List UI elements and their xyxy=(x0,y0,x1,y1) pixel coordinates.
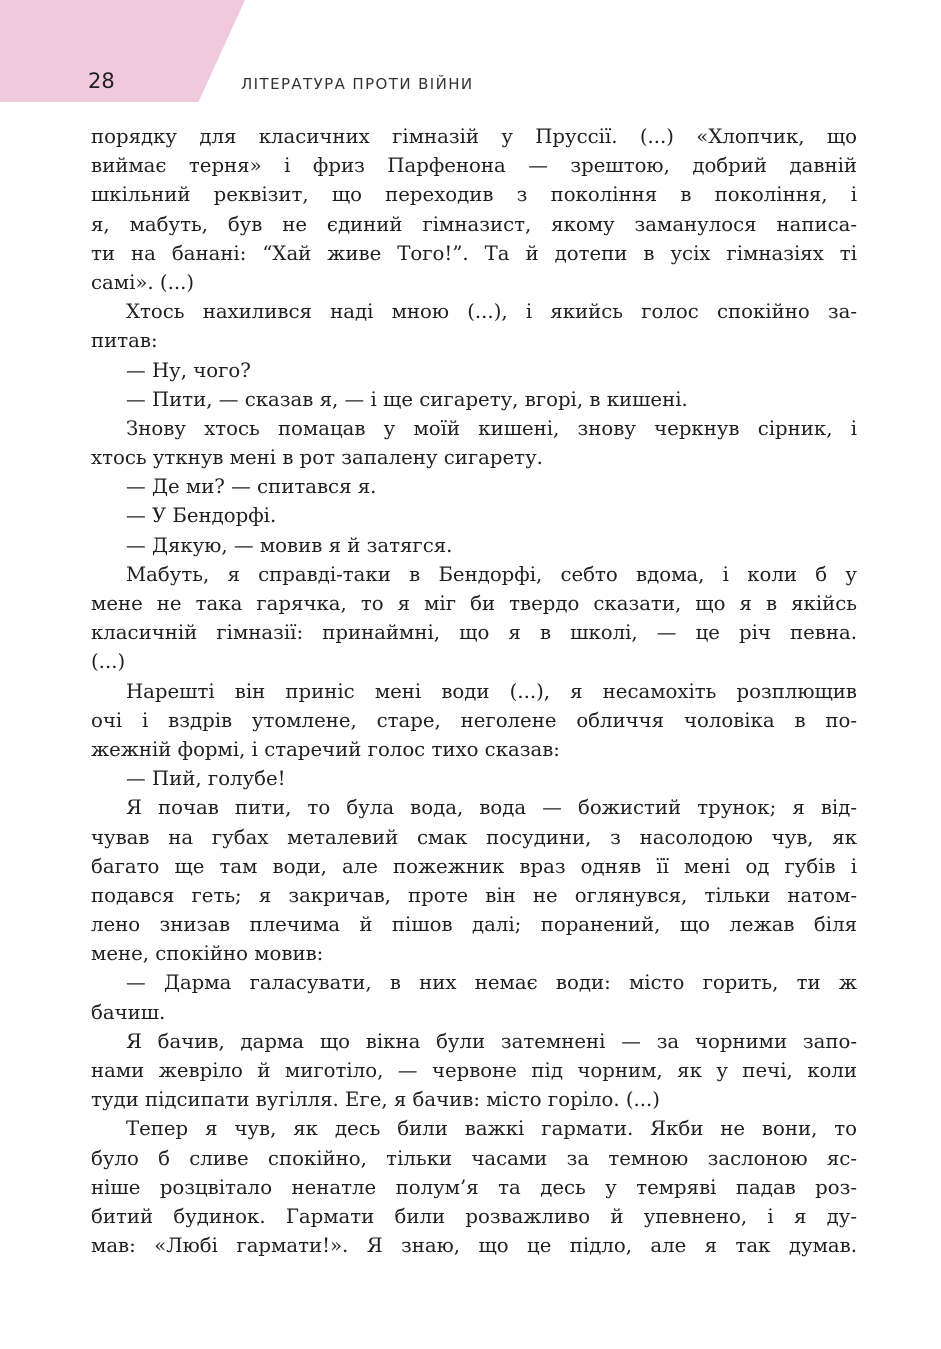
text-line: — Пити, — сказав я, — і ще сигарету, вгорі, в кишені. xyxy=(126,387,688,411)
text-line: Хтось нахилився наді мною (...), і якийсь голос спокійно за- xyxy=(126,300,857,324)
text-line: мав: «Любі гармати!». Я знаю, що це підло, але я так думав. xyxy=(91,1234,857,1258)
text-line: я, мабуть, був не єдиний гімназист, якому заманулося написа- xyxy=(91,212,857,236)
text-line: — Дякую, — мовив я й затягся. xyxy=(126,533,453,557)
text-line: самі». (...) xyxy=(91,270,195,294)
text-line: мене не така гарячка, то я міг би твердо сказати, що я в якійсь xyxy=(91,592,857,615)
text-line: Я бачив, дарма що вікна були затемнені — за чорними запо- xyxy=(126,1029,857,1053)
text-line: класичній гімназії: принаймні, що я в школі, — це річ певна. xyxy=(91,621,857,645)
text-line: шкільний реквізит, що переходив з покоління в покоління, і xyxy=(91,183,857,207)
text-line: бачиш. xyxy=(91,1000,166,1024)
text-line: — У Бендорфі. xyxy=(126,504,277,528)
text-line: Мабуть, я справді-таки в Бендорфі, себто вдома, і коли б у xyxy=(126,562,857,586)
text-line: Знову хтось помацав у моїй кишені, знову черкнув сірник, і xyxy=(126,416,857,440)
text-line: було б сливе спокійно, тільки часами за темною заслоною яс- xyxy=(91,1146,857,1170)
text-line: Нарешті він приніс мені води (...), я несамохіть розплющив xyxy=(126,679,857,703)
text-line: очі і вздрів утомлене, старе, неголене обличчя чоловіка в по- xyxy=(91,708,857,732)
text-line: лено знизав плечима й пішов далі; поранений, що лежав біля xyxy=(91,913,857,937)
running-title: ЛІТЕРАТУРА ПРОТИ ВІЙНИ xyxy=(241,75,474,93)
text-line: туди підсипати вугілля. Еге, я бачив: місто горіло. (...) xyxy=(91,1088,660,1112)
text-line: — Дарма галасувати, в них немає води: місто горить, ти ж xyxy=(126,971,857,995)
text-line: виймає терня» і фриз Парфенона — зрештою, добрий давній xyxy=(91,154,857,178)
text-line: багато ще там води, але пожежник враз одняв її мені од губів і xyxy=(91,854,857,878)
header-corner-tab xyxy=(0,0,245,102)
text-line: Тепер я чув, як десь били важкі гармати. Якби не вони, то xyxy=(126,1117,857,1141)
body-text xyxy=(91,122,857,1260)
text-line: ти на банані: “Хай живе Того!”. Та й дотепи в усіх гімназіях ті xyxy=(91,241,857,265)
text-line: нами жевріло й миготіло, — червоне під чорним, як у печі, коли xyxy=(91,1059,857,1082)
text-line: мене, спокійно мовив: xyxy=(91,942,324,966)
text-line: битий будинок. Гармати били розважливо й упевнено, і я ду- xyxy=(91,1204,857,1228)
text-line: хтось уткнув мені в рот запалену сигарету. xyxy=(91,446,543,470)
text-line: порядку для класичних гімназій у Пруссії. (...) «Хлопчик, що xyxy=(91,125,857,148)
page-number: 28 xyxy=(88,69,115,93)
text-line: чував на губах металевий смак посудини, з насолодою чув, як xyxy=(91,825,857,849)
text-line: — Пий, голубе! xyxy=(126,767,286,791)
text-line: питав: xyxy=(91,329,158,353)
text-line: ніше розцвітало ненатле полум’я та десь у темряві падав роз- xyxy=(91,1175,857,1199)
text-line: (...) xyxy=(91,650,126,674)
text-line: жежній формі, і старечий голос тихо сказав: xyxy=(91,737,560,761)
text-line: Я почав пити, то була вода, вода — божистий трунок; я від- xyxy=(126,796,857,820)
text-line: подався геть; я закричав, проте він не оглянувся, тільки натом- xyxy=(91,883,857,907)
text-line: — Де ми? — спитався я. xyxy=(126,475,377,499)
text-line: — Ну, чого? xyxy=(126,358,251,382)
